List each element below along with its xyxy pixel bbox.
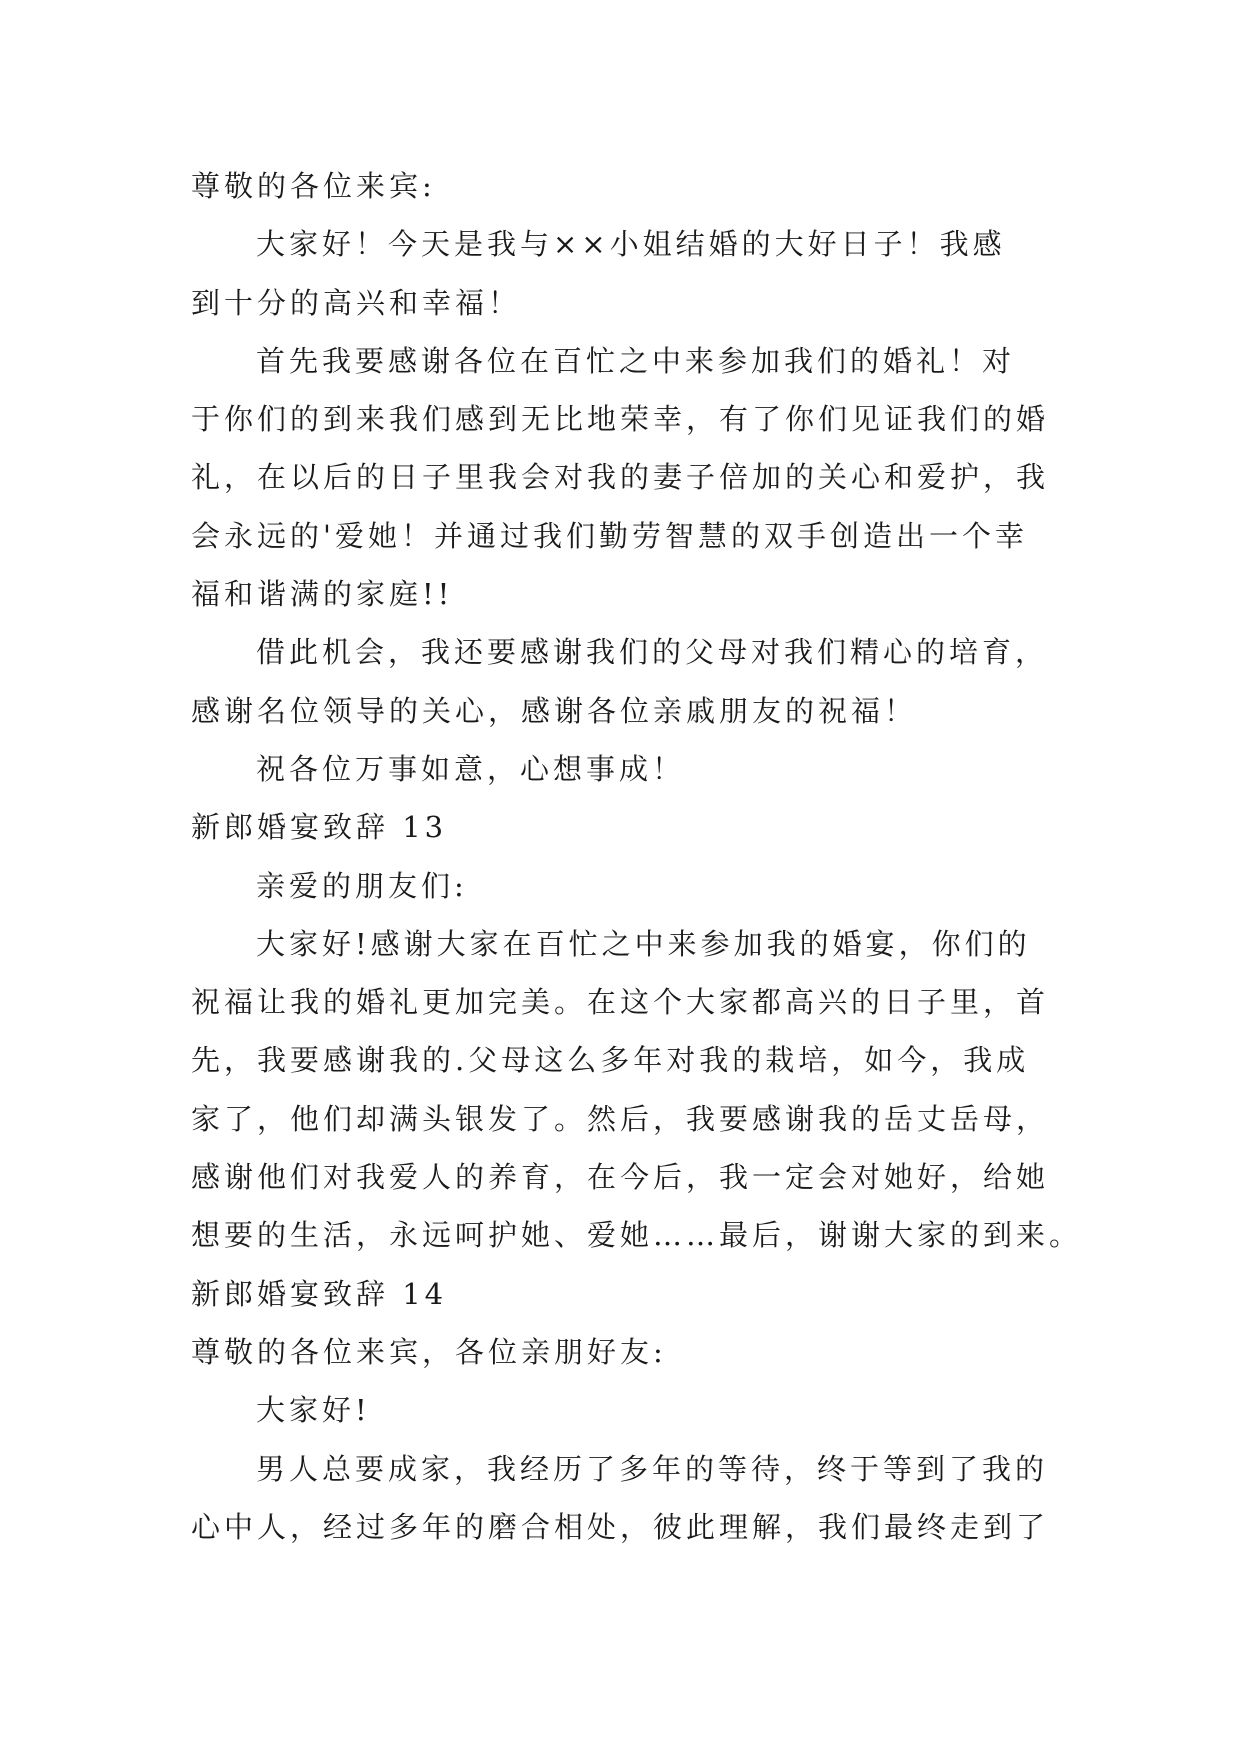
text-line: 借此机会，我还要感谢我们的父母对我们精心的培育， [256, 635, 1049, 670]
text-line: 会永远的'爱她！并通过我们勤劳智慧的双手创造出一个幸 [191, 518, 1028, 553]
text-line: 尊敬的各位来宾: [191, 169, 436, 203]
text-line: 想要的生活，永远呵护她、爱她……最后，谢谢大家的到来。 [191, 1218, 1083, 1253]
text-line: 祝各位万事如意，心想事成！ [256, 751, 686, 786]
text-line: 到十分的高兴和幸福！ [191, 285, 522, 320]
text-line: 感谢名位领导的关心，感谢各位亲戚朋友的祝福！ [191, 693, 918, 728]
text-line: 心中人，经过多年的磨合相处，彼此理解，我们最终走到了 [191, 1509, 1050, 1544]
text-line: 男人总要成家，我经历了多年的等待，终于等到了我的 [256, 1451, 1049, 1486]
text-line: 先，我要感谢我的.父母这么多年对我的栽培，如今，我成 [191, 1043, 1030, 1078]
text-line: 大家好!感谢大家在百忙之中来参加我的婚宴，你们的 [256, 926, 1031, 961]
text-line: 家了，他们却满头银发了。然后，我要感谢我的岳丈岳母， [191, 1101, 1050, 1136]
text-line: 于你们的到来我们感到无比地荣幸，有了你们见证我们的婚 [191, 402, 1050, 437]
section-heading: 新郎婚宴致辞 14 [191, 1276, 448, 1311]
section-heading: 新郎婚宴致辞 13 [191, 810, 448, 845]
text-line: 大家好！今天是我与××小姐结婚的大好日子！我感 [256, 227, 1006, 262]
text-line: 尊敬的各位来宾，各位亲朋好友: [191, 1334, 667, 1369]
text-line: 祝福让我的婚礼更加完美。在这个大家都高兴的日子里，首 [191, 985, 1050, 1020]
text-line: 首先我要感谢各位在百忙之中来参加我们的婚礼！对 [256, 343, 1016, 378]
document-body [191, 157, 1083, 1556]
text-line: 大家好! [256, 1393, 371, 1428]
text-line: 礼，在以后的日子里我会对我的妻子倍加的关心和爱护，我 [191, 460, 1050, 495]
text-line: 福和谐满的家庭!! [191, 577, 454, 612]
text-line: 感谢他们对我爱人的养育，在今后，我一定会对她好，给她 [191, 1160, 1050, 1195]
text-line: 亲爱的朋友们: [256, 868, 468, 903]
